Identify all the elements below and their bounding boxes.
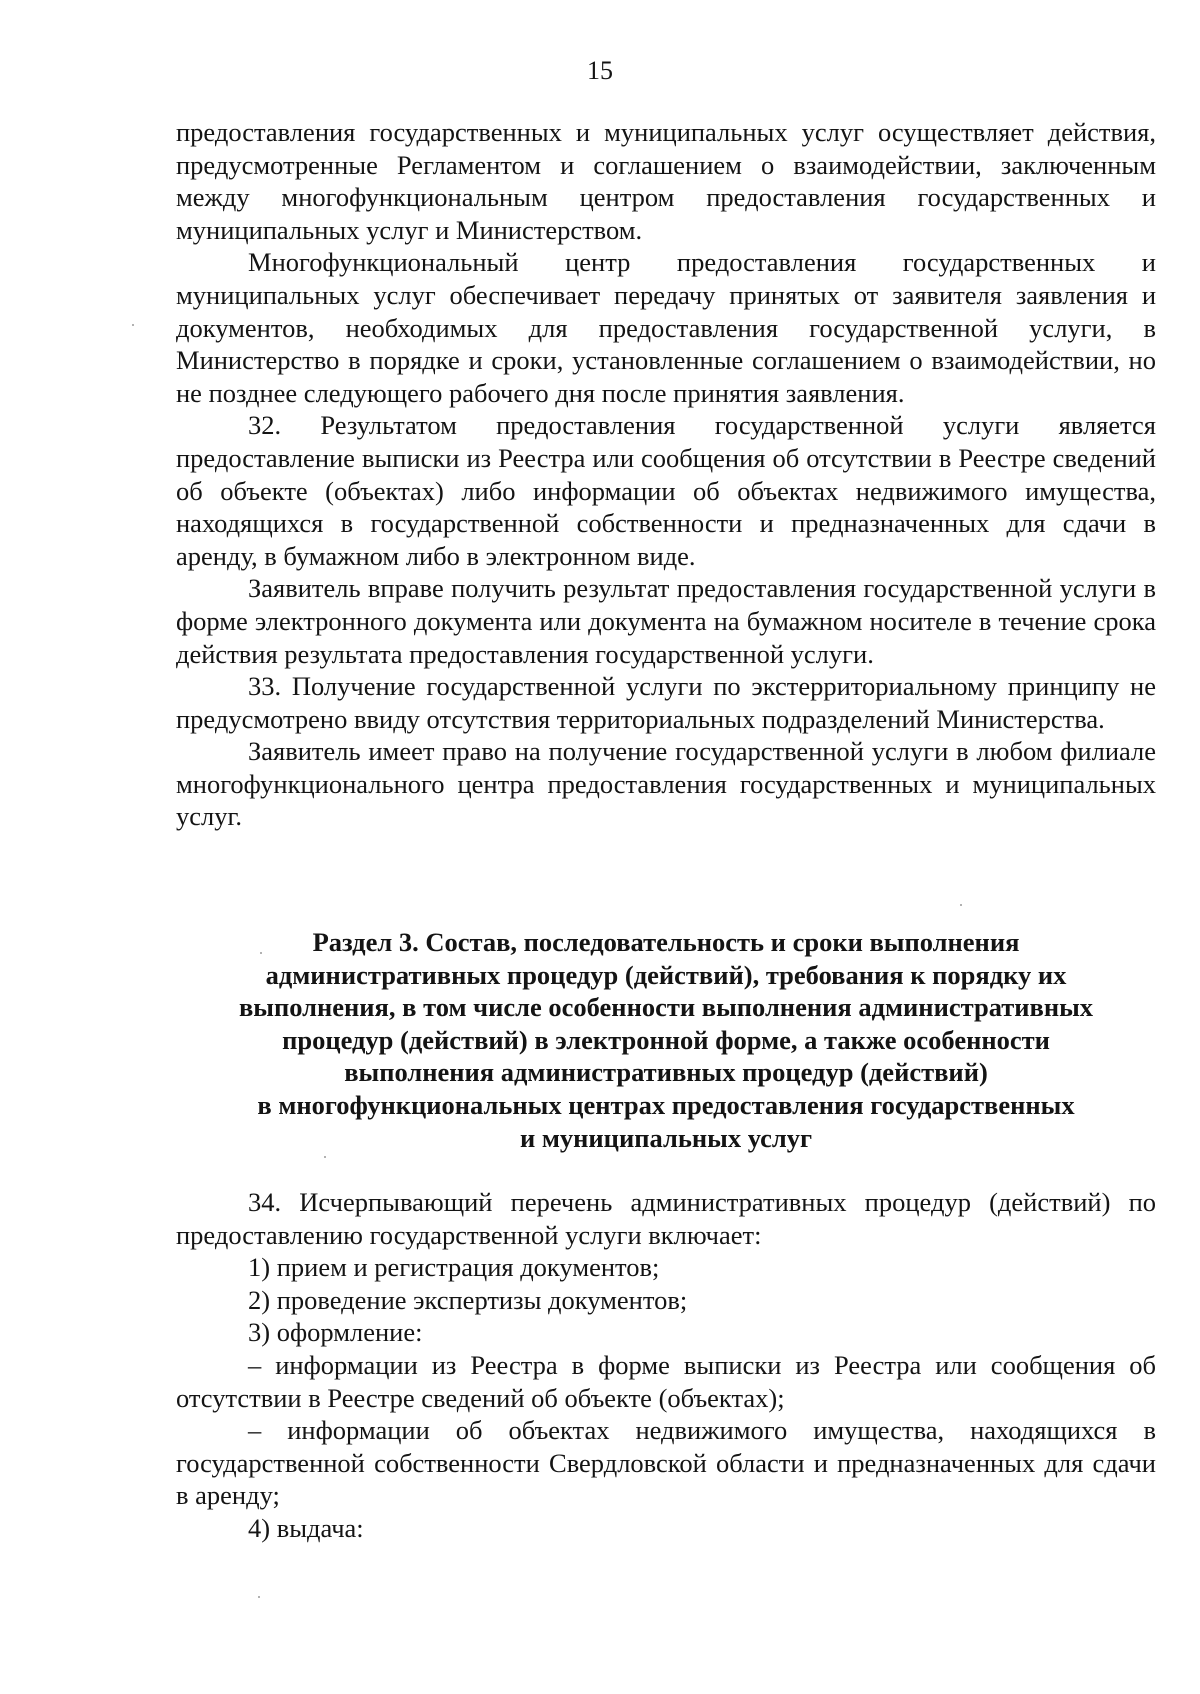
scan-speck [258,1596,260,1598]
section-heading-line: административных процедур (действий), требования к порядку их [265,959,1067,990]
paragraph: Многофункциональный центр предоставления государственных и муниципальных услуг обеспечивает передачу принятых от заявителя заявления и документов, необходимых для предоставления государственной услуги, в Министерство в порядке и сроки, установленные соглашением о взаимодействии, но не позднее следующего рабочего дня после принятия заявления. [176,247,1156,408]
section-heading-line: Раздел 3. Состав, последовательность и сроки выполнения [312,927,1020,957]
list-item: 3) оформление: [248,1317,423,1348]
paragraph-item-34: 34. Исчерпывающий перечень административных процедур (действий) по предоставлению государственной услуги включает: [176,1187,1156,1250]
list-item: 4) выдача: [248,1512,364,1543]
scan-speck [324,1156,326,1158]
section-heading-line: процедур (действий) в электронной форме, а также особенности [282,1024,1050,1055]
page-number: 15 [587,56,613,85]
list-subitem: – информации из Реестра в форме выписки из Реестра или сообщения об отсутствии в Реестре сведений об объекте (объектах); [176,1349,1156,1413]
section-heading-line: выполнения, в том числе особенности выполнения административных [238,992,1094,1023]
body-text-upper [176,116,1156,833]
paragraph-item-33: 33. Получение государственной услуги по экстерриториальному принципу не предусмотрено ввиду отсутствия территориальных подразделений Министерства. [176,671,1156,734]
paragraph-item-32: 32. Результатом предоставления государственной услуги является предоставление выписки из Реестра или сообщения об отсутствии в Реестре сведений об объекте (объектах) либо информации об объектах недвижимого имущества, находящихся в государственной собственности и предназначенных для сдачи в аренду, в бумажном либо в электронном виде. [176,410,1156,571]
section-heading-line: и муниципальных услуг [519,1122,813,1153]
paragraph: Заявитель вправе получить результат предоставления государственной услуги в форме электронного документа или документа на бумажном носителе в течение срока действия результата предоставления государственной услуги. [176,573,1156,669]
list-subitem: – информации об объектах недвижимого имущества, находящихся в государственной собственности Свердловской области и предназначенных для сдачи в аренду; [176,1415,1156,1511]
section-heading [176,926,1156,1154]
scan-speck [260,952,262,954]
scan-speck [132,324,134,326]
list-item: 1) прием и регистрация документов; [248,1252,660,1283]
section-heading-line: в многофункциональных центрах предоставления государственных [257,1089,1075,1120]
body-text-lower [176,1186,1156,1545]
paragraph: Заявитель имеет право на получение государственной услуги в любом филиале многофункционального центра предоставления государственных и муниципальных услуг. [176,736,1156,832]
paragraph: предоставления государственных и муниципальных услуг осуществляет действия, предусмотренные Регламентом и соглашением о взаимодействии, заключенным между многофункциональным центром предоставления государственных и муниципальных услуг и Министерством. [176,117,1156,245]
section-heading-line: выполнения административных процедур (действий) [344,1057,988,1088]
scan-speck [960,904,962,906]
list-item: 2) проведение экспертизы документов; [248,1284,688,1315]
